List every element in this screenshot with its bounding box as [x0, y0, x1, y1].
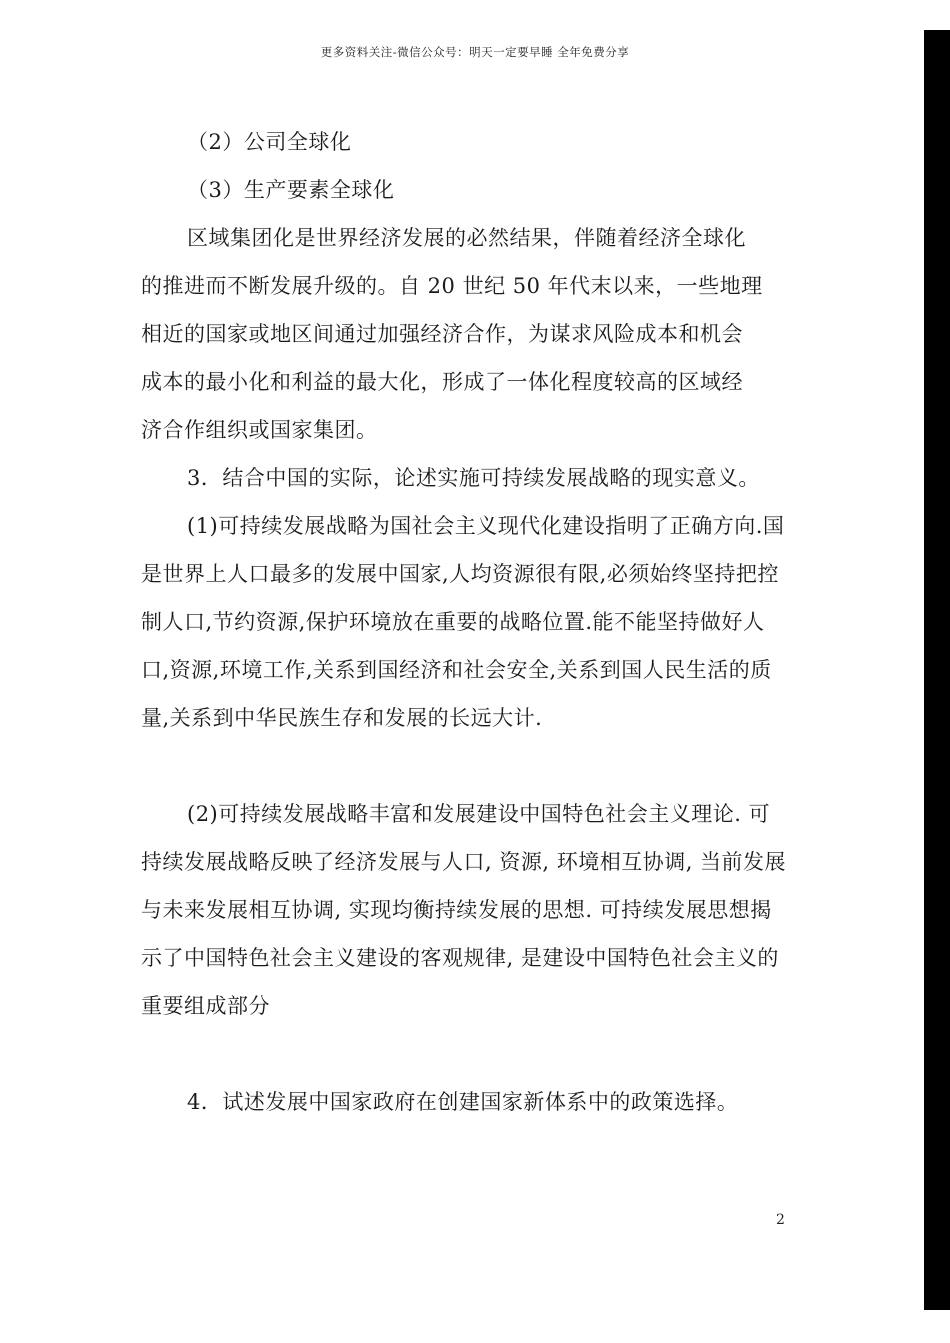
question-4-heading: 4．试述发展中国家政府在创建国家新体系中的政策选择。: [187, 1090, 739, 1114]
paragraph-line: 持续发展战略反映了经济发展与人口, 资源, 环境相互协调, 当前发展: [141, 850, 787, 874]
paragraph-line: 量,关系到中华民族生存和发展的长远大计.: [141, 706, 543, 730]
document-body: [141, 118, 786, 1126]
page-edge-bar: [924, 30, 950, 1310]
blank-gap: [141, 1030, 786, 1078]
paragraph-line: 与未来发展相互协调, 实现均衡持续发展的思想. 可持续发展思想揭: [141, 898, 772, 922]
list-item-company-globalization: （2）公司全球化: [187, 130, 352, 154]
header-note: 更多资料关注-微信公众号：明天一定要早睡 全年免费分享: [320, 45, 630, 59]
paragraph-line: 示了中国特色社会主义建设的客观规律, 是建设中国特色社会主义的: [141, 946, 779, 970]
paragraph-line: 成本的最小化和利益的最大化，形成了一体化程度较高的区域经: [141, 370, 743, 394]
paragraph-line: 重要组成部分: [141, 994, 270, 1018]
paragraph-line: 制人口,节约资源,保护环境放在重要的战略位置.能不能坚持做好人: [141, 610, 765, 634]
blank-gap: [141, 742, 786, 790]
paragraph-line: 的推进而不断发展升级的。自 20 世纪 50 年代末以来，一些地理: [141, 274, 763, 298]
paragraph-line: 口,资源,环境工作,关系到国经济和社会安全,关系到国人民生活的质: [141, 658, 772, 682]
list-item-factor-globalization: （3）生产要素全球化: [187, 178, 395, 202]
question-3-heading: 3．结合中国的实际，论述实施可持续发展战略的现实意义。: [187, 466, 760, 490]
paragraph-line: (2)可持续发展战略丰富和发展建设中国特色社会主义理论. 可: [187, 802, 771, 826]
paragraph-line: 是世界上人口最多的发展中国家,人均资源很有限,必须始终坚持把控: [141, 562, 779, 586]
page-number: 2: [776, 1212, 785, 1228]
paragraph-line: 济合作组织或国家集团。: [141, 418, 378, 442]
paragraph-line: (1)可持续发展战略为国社会主义现代化建设指明了正确方向.国: [187, 514, 785, 538]
paragraph-line: 区域集团化是世界经济发展的必然结果，伴随着经济全球化: [187, 226, 746, 250]
paragraph-line: 相近的国家或地区间通过加强经济合作，为谋求风险成本和机会: [141, 322, 743, 346]
